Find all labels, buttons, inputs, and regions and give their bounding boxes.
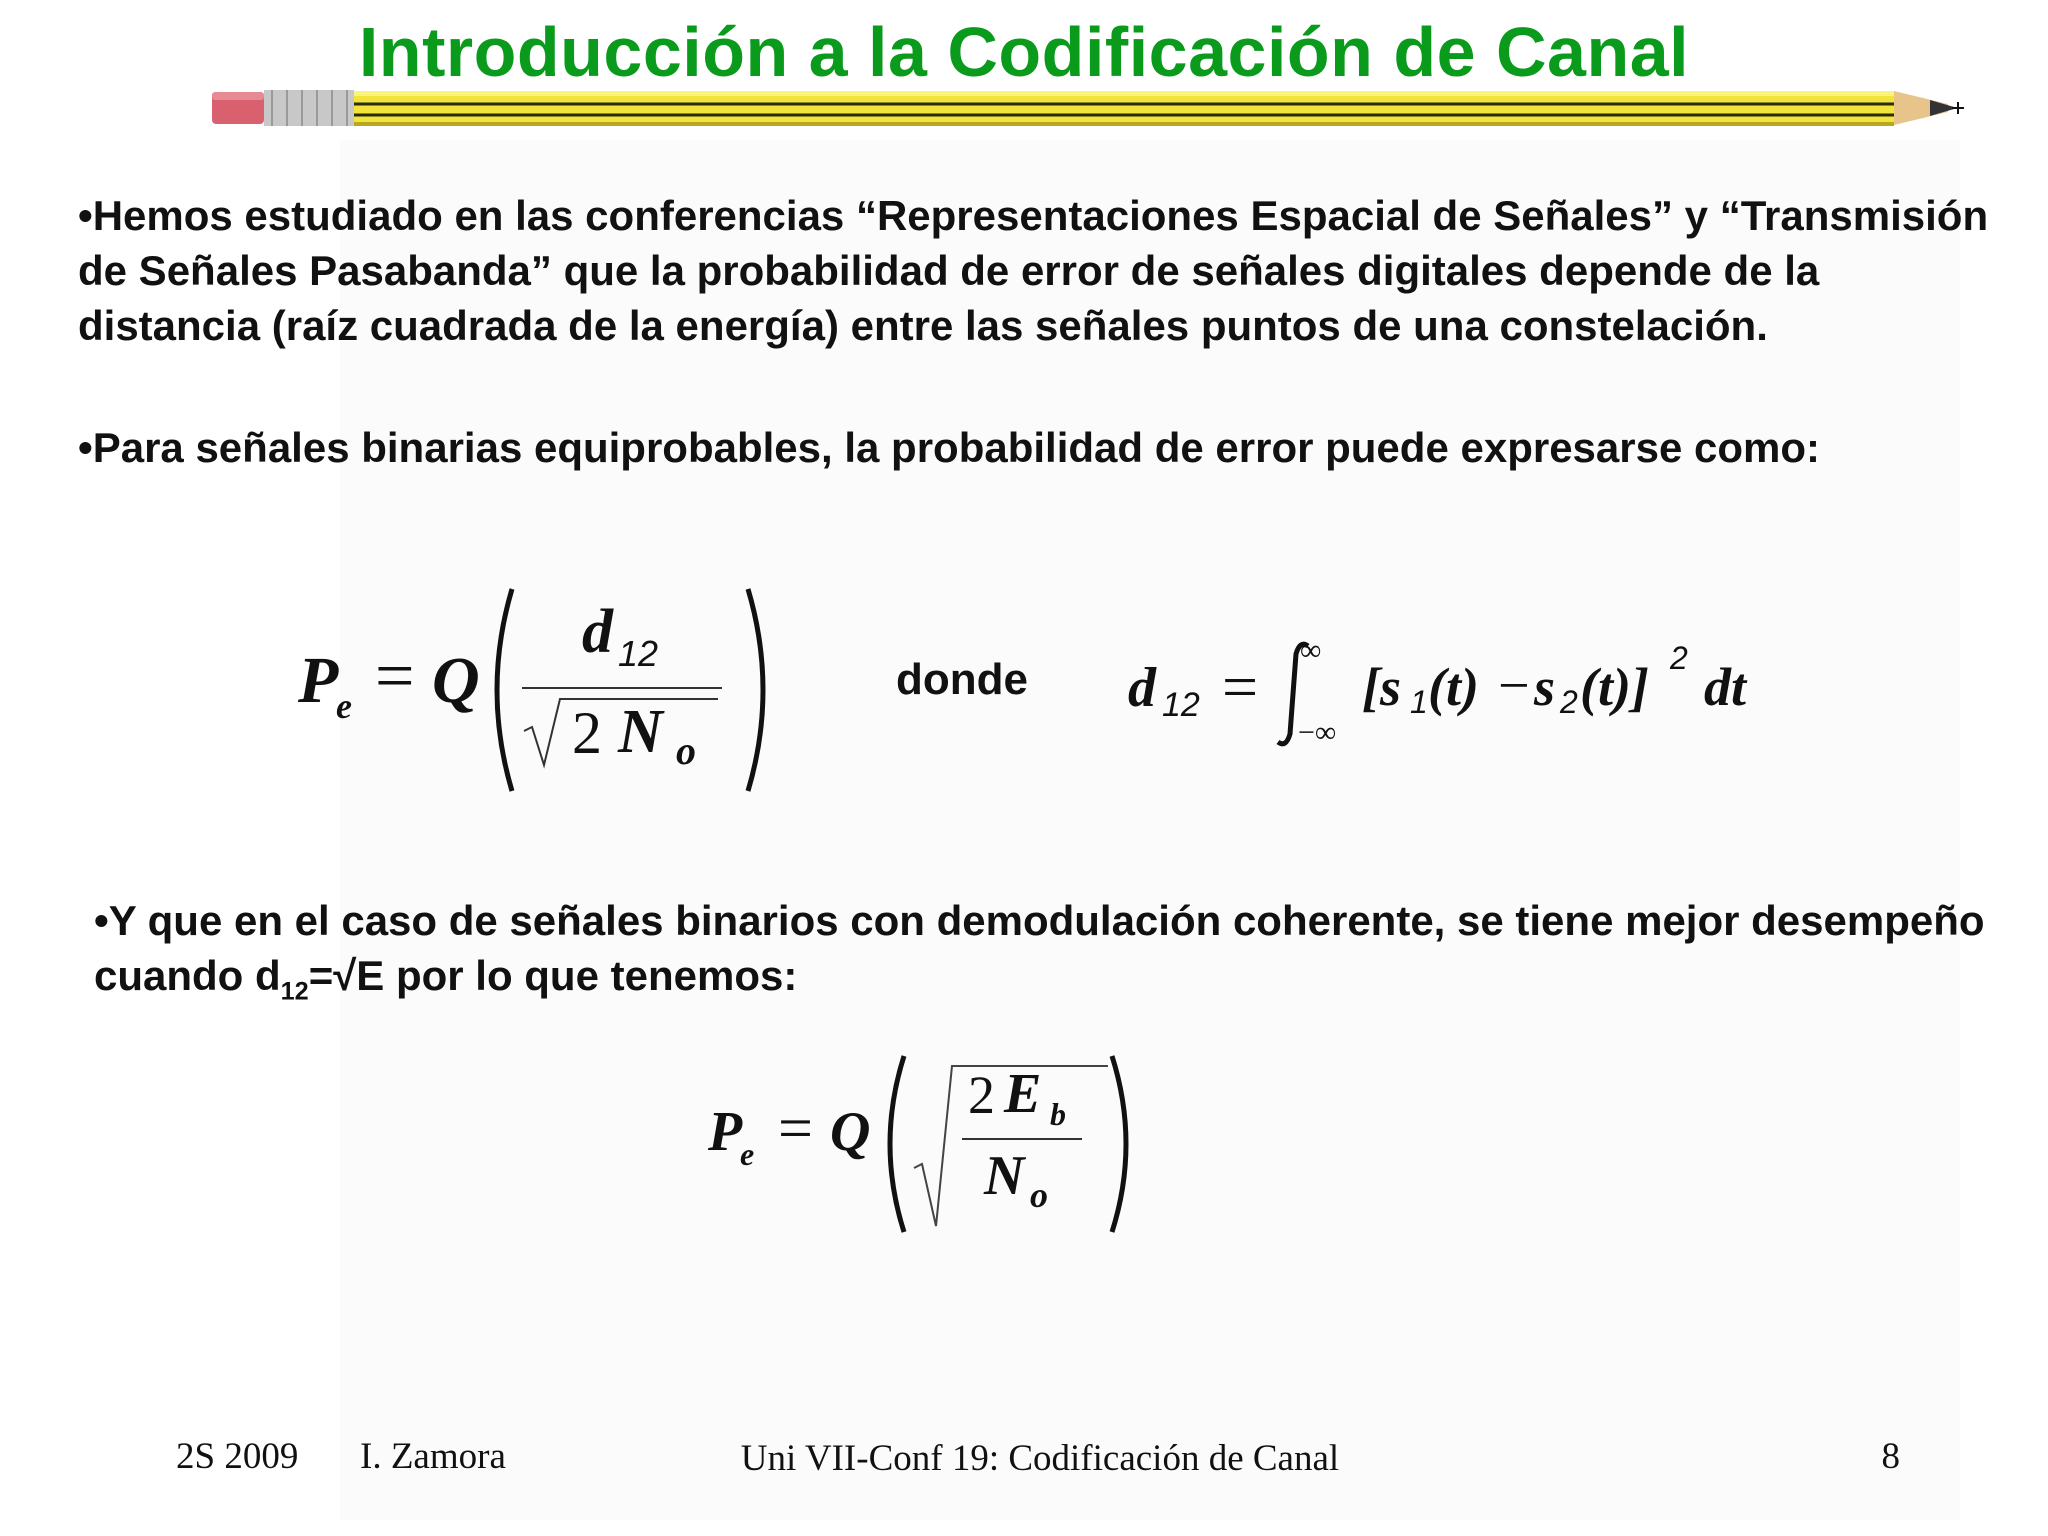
paragraph-coherent-demod [94,893,1994,1019]
formula3-q: Q [830,1101,871,1163]
formula1-den-sub: o [676,728,696,773]
footer-page-number: 8 [1881,1436,1900,1477]
formula3-lhs: P [708,1101,743,1163]
formula3-eq: = [778,1095,813,1163]
formula2-s2-sub: 2 [1560,684,1578,720]
pencil-divider-icon [212,88,1972,128]
formula2-upper: ∞ [1300,634,1322,667]
formula3-lhs-sub: e [740,1136,755,1172]
formula-distance-integral [1122,634,1782,760]
label-donde: donde [896,655,1028,704]
formula2-eq: = [1222,651,1259,722]
formula2-body1: [s [1362,657,1401,717]
formula1-den-coef: 2 [572,700,602,766]
formula3-paren-right-icon [1108,1052,1144,1236]
p3-subscript: 12 [280,977,309,1006]
formula1-num: d [582,598,613,666]
formula2-body2: (t) [1428,657,1479,717]
footer-course: Uni VII-Conf 19: Codificación de Canal [740,1438,1340,1479]
slide-title: Introducción a la Codificación de Canal [358,13,1690,91]
formula2-lhs-sub: 12 [1162,686,1200,724]
formula2-s2: s [1534,657,1556,717]
paragraph-binary-signals: •Para señales binarias equiprobables, la probabilidad de error puede expresarse como: [78,424,1820,471]
formula2-lower: −∞ [1298,716,1337,749]
formula-pe-energy [700,1052,1160,1242]
formula3-den-sub: o [1030,1175,1048,1215]
formula1-den-var: N [618,698,663,766]
footer-author: I. Zamora [360,1436,506,1477]
formula2-minus: − [1498,655,1530,717]
footer-date: 2S 2009 [176,1436,299,1477]
formula3-num-var: E [1004,1063,1042,1125]
formula1-lhs-sub: e [336,686,352,726]
p3-text-pre: •Y que en el caso de señales binarios con demodulación coherente, se tiene mejor desempeño cuando d [94,897,1985,999]
formula3-den-var: N [984,1145,1025,1207]
p3-text-post: =√E por lo que tenemos: [308,952,798,999]
formula-pe-distance [290,585,790,805]
formula3-num-coef: 2 [968,1065,995,1125]
formula1-paren-left-icon [478,585,518,795]
formula3-paren-left-icon [872,1052,908,1236]
formula2-body3: (t)] [1580,657,1649,717]
paragraph-distance-error: •Hemos estudiado en las conferencias “Representaciones Espacial de Señales” y “Transmisión de Señales Pasabanda” que la probabilidad de error de señales digitales depende de la distancia (raíz cuadrada de la energía) entre las señales puntos de una constelación. [78,192,1989,349]
formula1-paren-right-icon [742,585,782,795]
formula2-s1-sub: 1 [1410,684,1428,720]
formula2-exp: 2 [1670,640,1688,676]
formula2-lhs: d [1128,657,1156,719]
formula2-dt: dt [1704,657,1747,717]
formula1-num-sub: 12 [618,633,659,674]
formula3-fraction-bar [962,1138,1082,1140]
formula1-lhs: P [298,644,339,717]
formula1-eq: = [375,638,415,715]
formula1-q: Q [432,644,480,717]
formula3-num-sub: b [1050,1096,1066,1132]
